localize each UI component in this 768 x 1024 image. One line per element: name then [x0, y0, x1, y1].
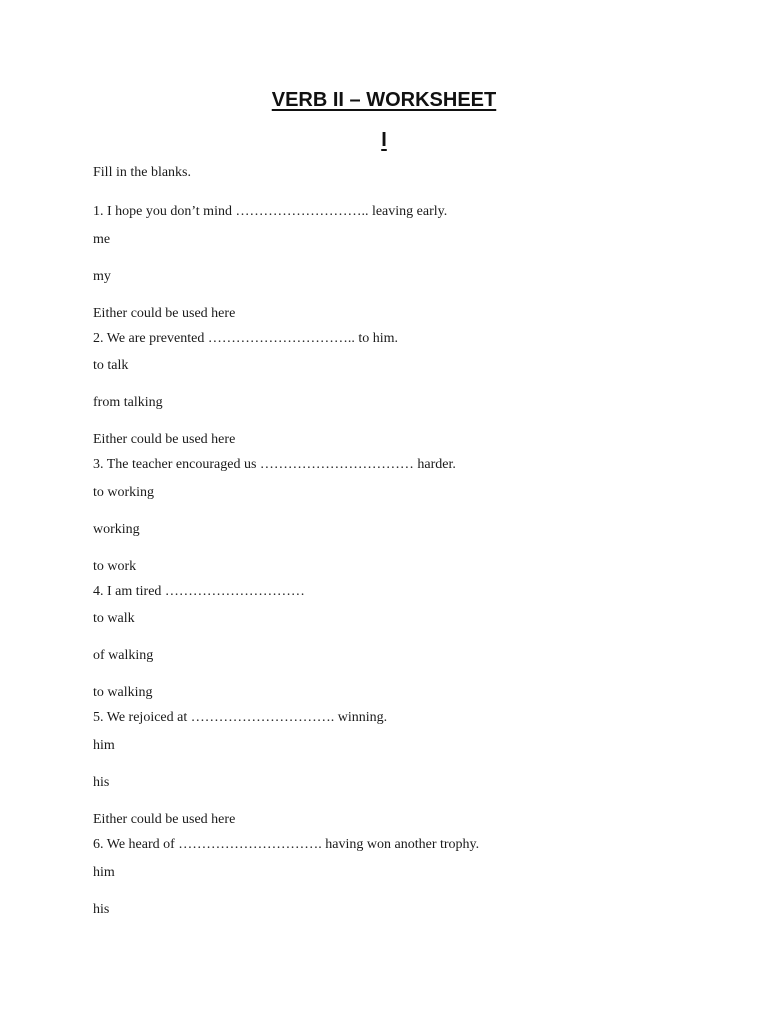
answer-option: to walking — [93, 685, 153, 700]
answer-option: from talking — [93, 395, 163, 410]
instruction-text: Fill in the blanks. — [93, 165, 191, 180]
question-prompt: 3. The teacher encouraged us …………………………… harder. — [93, 457, 456, 472]
answer-option: him — [93, 738, 115, 753]
answer-option: Either could be used here — [93, 432, 236, 447]
worksheet-title: VERB II – WORKSHEET — [271, 89, 497, 111]
answer-option: him — [93, 865, 115, 880]
question-prompt: 6. We heard of …………………………. having won another trophy. — [93, 837, 480, 852]
worksheet-subtitle: I — [381, 129, 387, 151]
answer-option: his — [93, 775, 110, 790]
answer-option: his — [93, 902, 110, 917]
answer-option: me — [93, 232, 111, 247]
question-prompt: 5. We rejoiced at …………………………. winning. — [93, 710, 388, 725]
answer-option: to work — [93, 559, 137, 574]
answer-option: of walking — [93, 648, 154, 663]
answer-option: Either could be used here — [93, 812, 236, 827]
answer-option: to talk — [93, 358, 129, 373]
answer-option: Either could be used here — [93, 306, 236, 321]
question-prompt: 4. I am tired ………………………… — [93, 584, 305, 599]
answer-option: to working — [93, 485, 155, 500]
question-prompt: 1. I hope you don’t mind ……………………….. leaving early. — [93, 204, 448, 219]
question-prompt: 2. We are prevented ………………………….. to him. — [93, 331, 399, 346]
answer-option: to walk — [93, 611, 135, 626]
answer-option: my — [93, 269, 111, 284]
answer-option: working — [93, 522, 140, 537]
